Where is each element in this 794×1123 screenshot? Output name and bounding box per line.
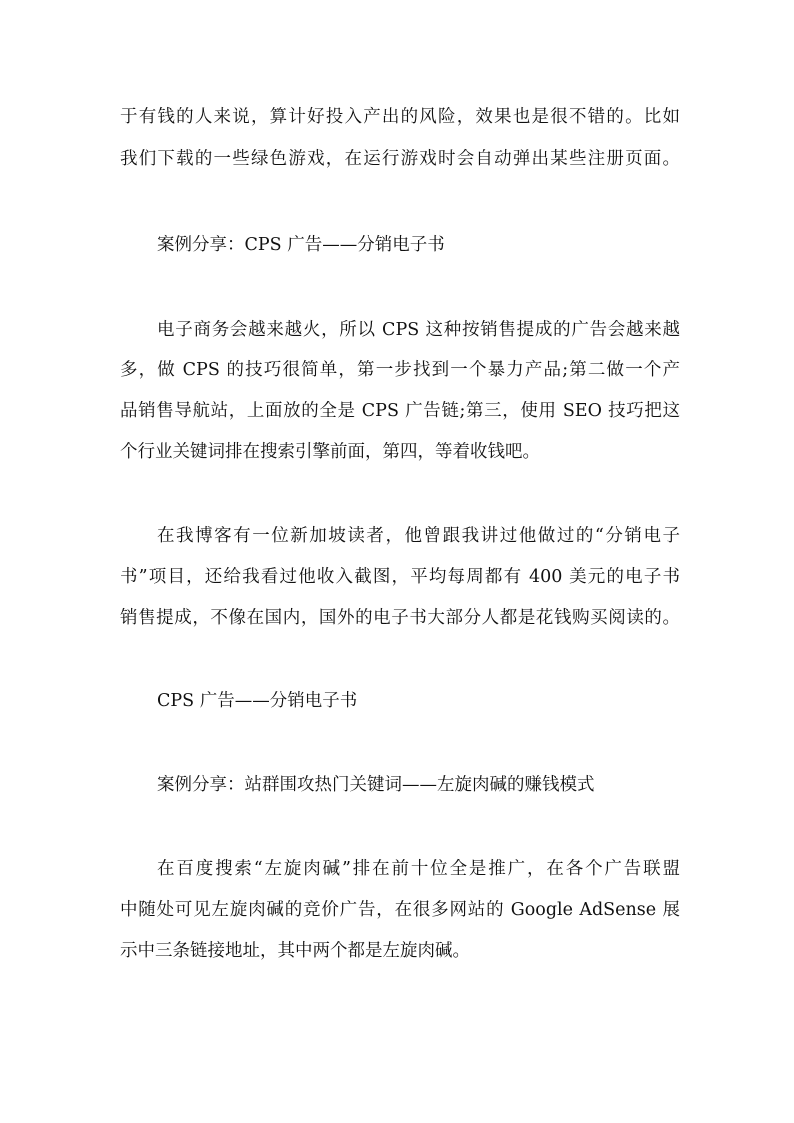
section-heading: CPS 广告——分销电子书	[157, 691, 358, 711]
paragraph-line: 于有钱的人来说，算计好投入产出的风险，效果也是很不错的。比如	[120, 107, 680, 127]
paragraph-line: 电子商务会越来越火，所以 CPS 这种按销售提成的广告会越来越	[157, 320, 680, 340]
paragraph-line: 销售提成，不像在国内，国外的电子书大部分人都是花钱购买阅读的。	[120, 608, 680, 628]
paragraph-line: 示中三条链接地址，其中两个都是左旋肉碱。	[120, 941, 470, 961]
paragraph-line: 品销售导航站，上面放的全是 CPS 广告链;第三，使用 SEO 技巧把这	[120, 401, 680, 421]
paragraph-line: 个行业关键词排在搜索引擎前面，第四，等着收钱吧。	[120, 442, 540, 462]
paragraph-line: 在百度搜索“左旋肉碱”排在前十位全是推广，在各个广告联盟	[157, 859, 680, 879]
paragraph-line: 我们下载的一些绿色游戏，在运行游戏时会自动弹出某些注册页面。	[120, 149, 680, 169]
paragraph-line: 中随处可见左旋肉碱的竞价广告，在很多网站的 Google AdSense 展	[120, 900, 680, 920]
case-heading: 案例分享：站群围攻热门关键词——左旋肉碱的赚钱模式	[157, 775, 595, 795]
case-heading: 案例分享：CPS 广告——分销电子书	[157, 235, 445, 255]
paragraph-line: 在我博客有一位新加坡读者，他曾跟我讲过他做过的“分销电子	[157, 526, 680, 546]
paragraph-line: 多，做 CPS 的技巧很简单，第一步找到一个暴力产品;第二做一个产	[120, 360, 680, 380]
paragraph-line: 书”项目，还给我看过他收入截图，平均每周都有 400 美元的电子书	[120, 567, 680, 587]
